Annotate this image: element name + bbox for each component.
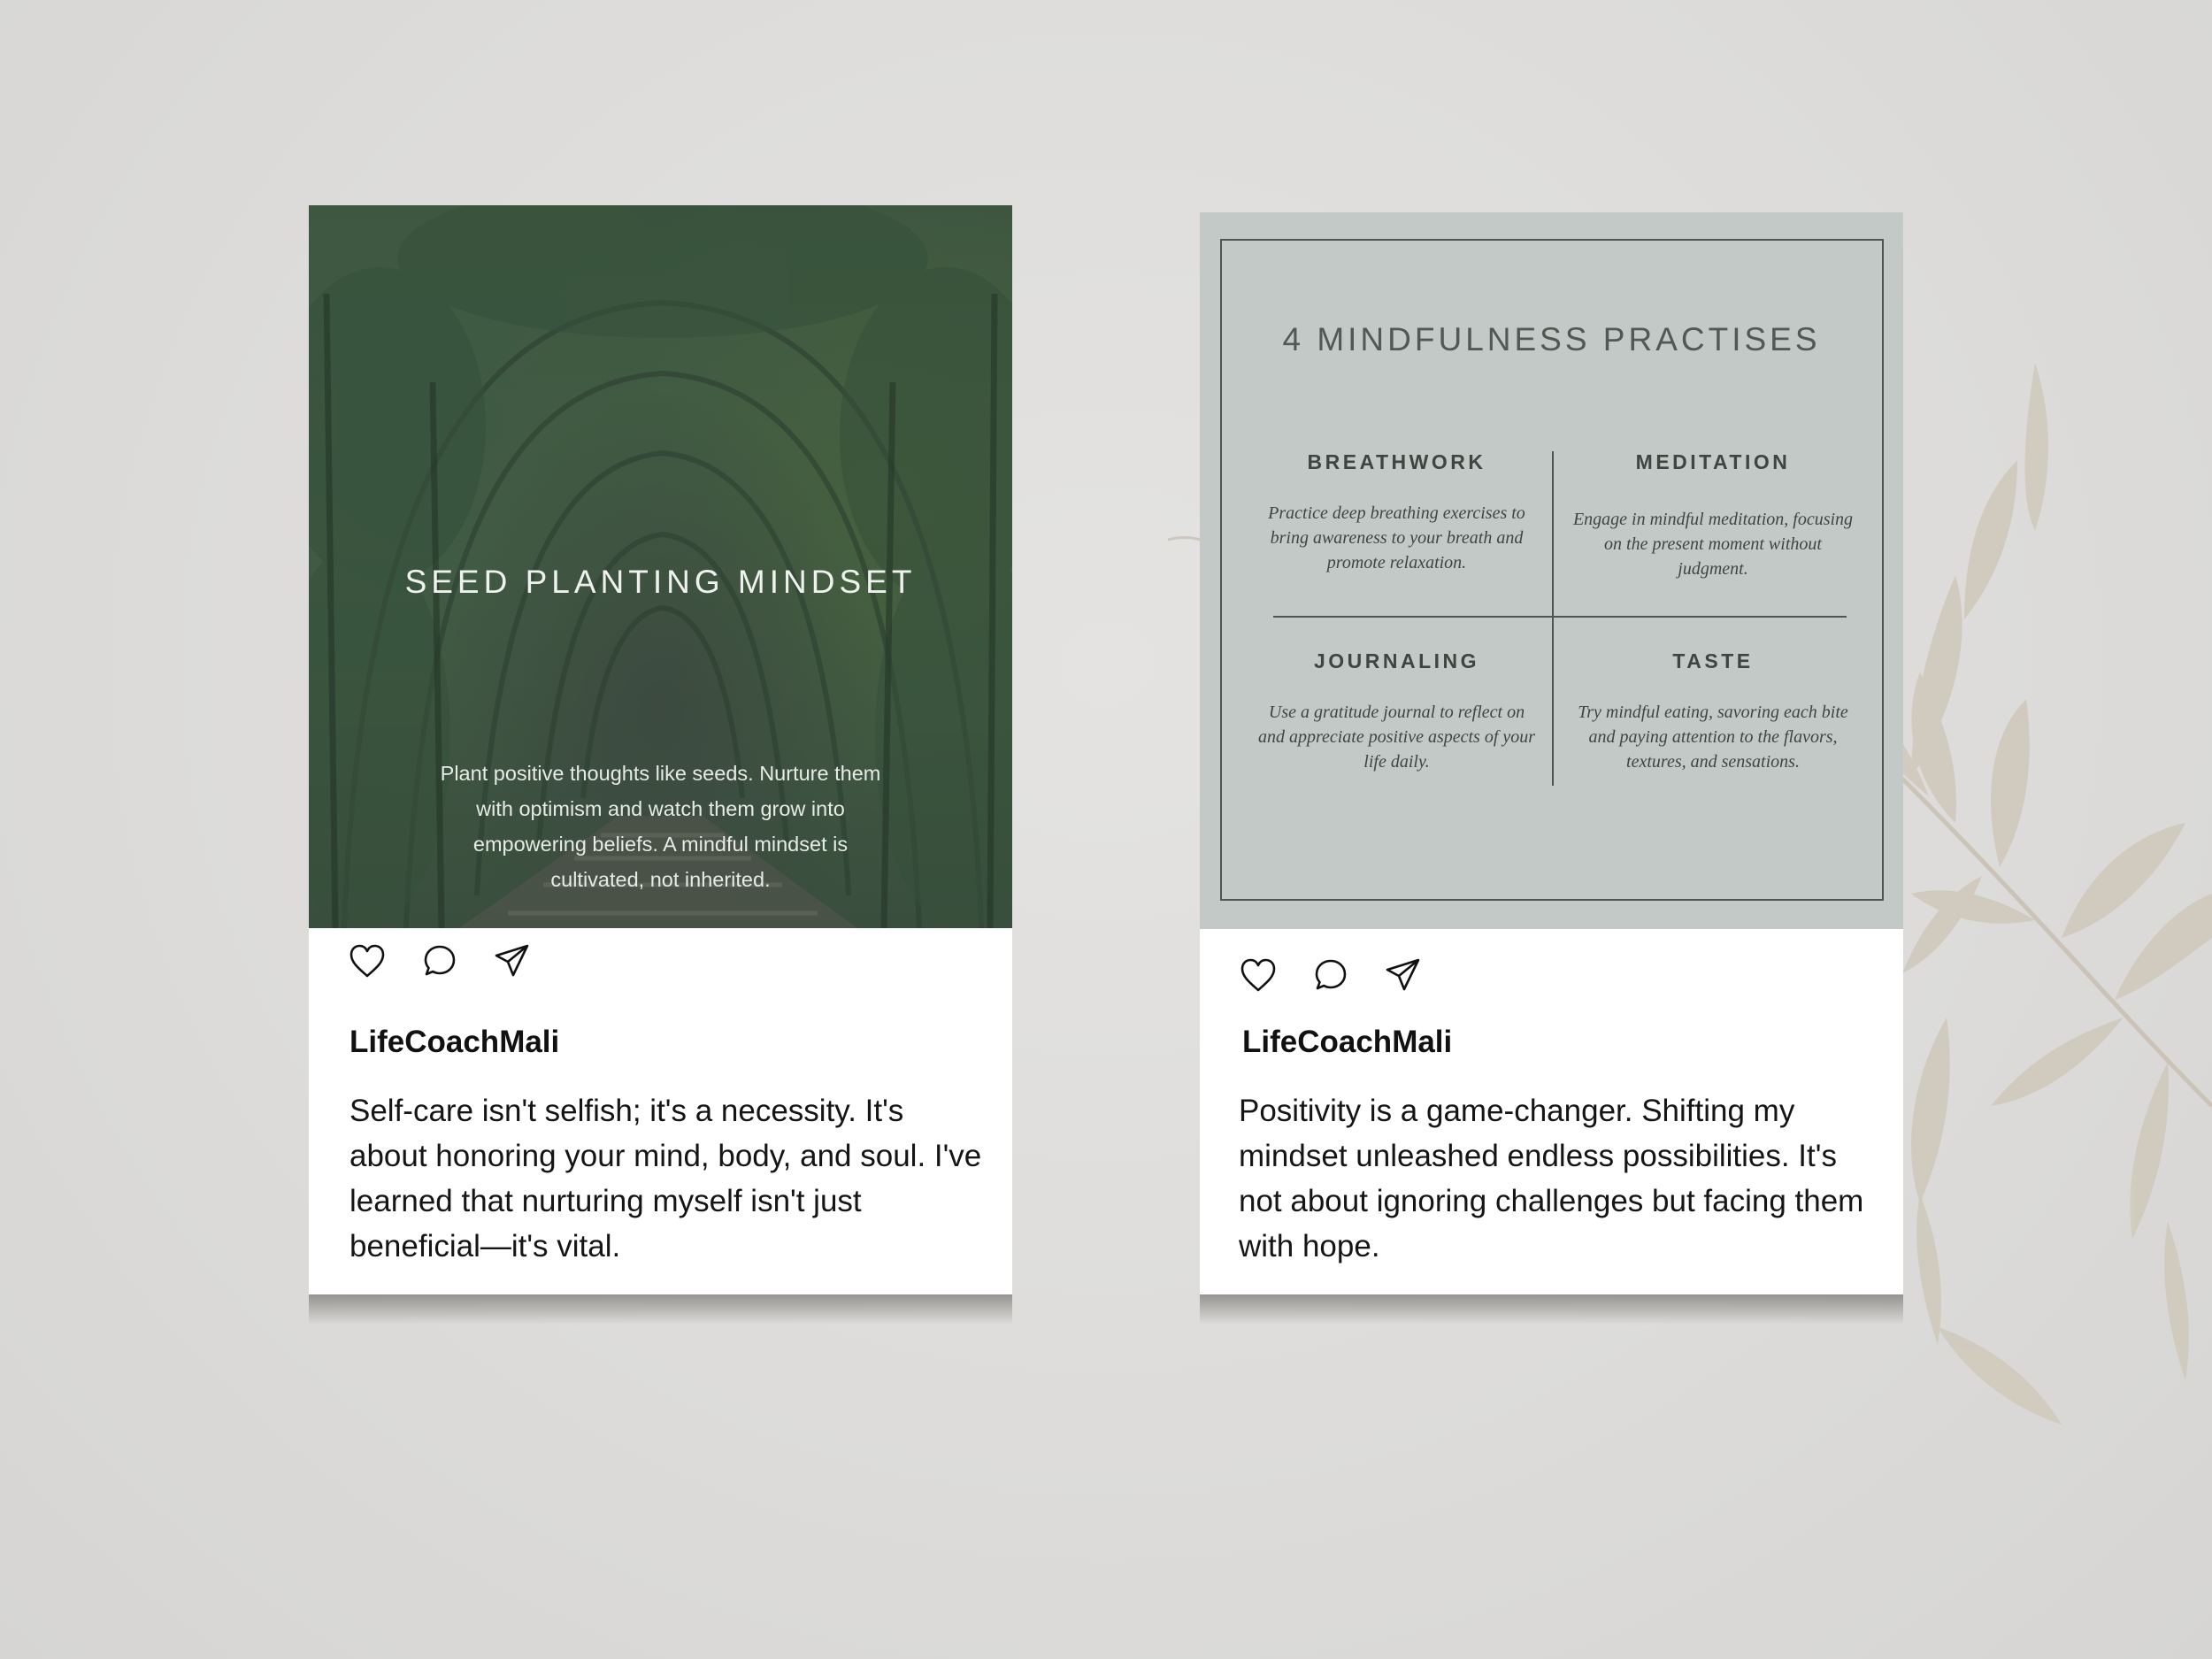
image-quote: Plant positive thoughts like seeds. Nurture them with optimism and watch them grow into empowering beliefs. A mindful mindset is cultivated, not inherited.	[440, 762, 881, 891]
grid-divider-horizontal	[1273, 616, 1847, 618]
post-card	[309, 205, 1012, 1294]
practice-meditation	[1567, 450, 1859, 581]
comment-icon[interactable]	[1311, 956, 1350, 995]
grid-divider-vertical	[1552, 451, 1554, 786]
post-actions	[348, 941, 565, 980]
post-username[interactable]: LifeCoachMali	[349, 1025, 560, 1059]
practice-description: Try mindful eating, savoring each bite and paying attention to the flavors, textures, and sensations.	[1578, 703, 1848, 772]
send-icon[interactable]	[493, 941, 532, 980]
post-image-practices	[1200, 212, 1903, 929]
heart-icon[interactable]	[348, 941, 387, 980]
post-username[interactable]: LifeCoachMali	[1242, 1025, 1453, 1059]
practice-description: Use a gratitude journal to reflect on and appreciate positive aspects of your life daily.	[1257, 703, 1536, 772]
send-icon[interactable]	[1384, 956, 1423, 995]
image-title: 4 MINDFULNESS PRACTISES	[1282, 321, 1821, 357]
practice-name: JOURNALING	[1313, 649, 1480, 672]
post-caption: Self-care isn't selfish; it's a necessity. It's about honoring your mind, body, and soul. I've learned that nurturing myself isn't just beneficial—it's vital.	[349, 1094, 982, 1263]
comment-icon[interactable]	[420, 941, 459, 980]
heart-icon[interactable]	[1239, 956, 1278, 995]
practice-description: Engage in mindful meditation, focusing on the present moment without judgment.	[1572, 510, 1854, 579]
practice-name: MEDITATION	[1635, 450, 1791, 473]
post-actions	[1239, 956, 1456, 995]
post-card	[1200, 212, 1903, 1294]
practice-description: Practice deep breathing exercises to bring awareness to your breath and promote relaxation.	[1268, 503, 1525, 572]
image-title: SEED PLANTING MINDSET	[404, 564, 917, 600]
practice-journaling	[1257, 649, 1536, 774]
post-image-forest	[309, 205, 1012, 928]
practice-taste	[1567, 649, 1859, 774]
practice-name: TASTE	[1672, 649, 1754, 672]
post-caption: Positivity is a game-changer. Shifting my mindset unleashed endless possibilities. It's not about ignoring challenges but facing them with hope.	[1239, 1094, 1864, 1263]
practice-breathwork	[1257, 450, 1536, 575]
practice-name: BREATHWORK	[1307, 450, 1486, 473]
